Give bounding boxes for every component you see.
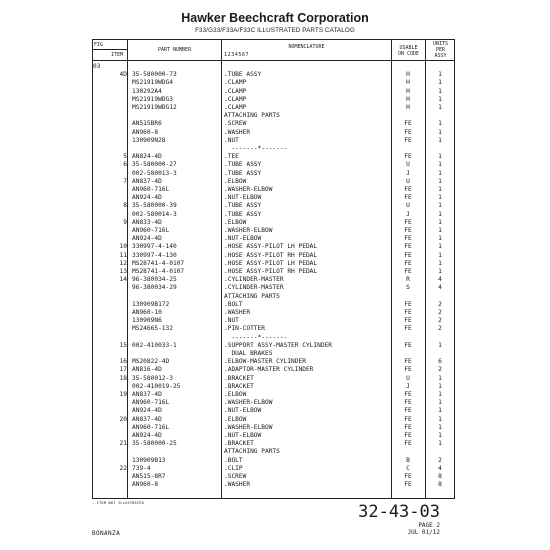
nomenclature: .CLIP <box>224 464 243 472</box>
nomenclature: .ELBOW <box>224 177 247 185</box>
units-per-assy: 2 <box>438 300 442 308</box>
item-number: 7 <box>123 177 127 185</box>
part-number: 002-410033-1 <box>132 341 177 349</box>
usable-on-code: FE <box>404 440 412 448</box>
part-number: MS28741-4-0107 <box>132 268 185 275</box>
usable-on-code: H <box>406 79 410 87</box>
part-number: 739-4 <box>132 464 151 472</box>
units-per-assy: 1 <box>438 128 442 136</box>
part-number: 130909B172 <box>132 300 170 308</box>
usable-on-code: FE <box>404 300 412 308</box>
item-number: 19 <box>119 391 127 398</box>
units-per-assy: 1 <box>438 227 442 234</box>
usable-on-code: FE <box>404 407 412 415</box>
item-number: 18 <box>119 374 127 382</box>
nomenclature: .HOSE ASSY-PILOT LH PEDAL <box>224 259 318 267</box>
units-per-assy: 1 <box>438 440 442 448</box>
usable-on-code: R <box>406 276 410 284</box>
usable-on-code: H <box>406 71 410 79</box>
nomenclature: .ELBOW <box>224 415 247 423</box>
part-number: AN837-4D <box>132 177 162 185</box>
nomenclature: .HOSE ASSY-PILOT RH PEDAL <box>224 251 318 259</box>
usable-on-code: U <box>406 161 410 169</box>
item-number: 9 <box>123 218 127 226</box>
usable-on-code: FE <box>404 399 412 407</box>
usable-on-code: FE <box>404 136 412 144</box>
column-header-units-per-assy <box>426 41 455 59</box>
units-per-assy: 1 <box>438 87 442 95</box>
part-number: 35-580000-27 <box>132 161 177 169</box>
usable-label-line2: ON CODE <box>397 51 420 57</box>
usable-on-code: FE <box>404 317 412 325</box>
item-number: 22 <box>119 464 127 472</box>
item-number: 4D <box>119 71 127 79</box>
part-number: MS21919WDG4 <box>132 79 173 87</box>
part-number: AN960-716L <box>132 186 170 193</box>
revision-date: JUL 01/12 <box>407 529 440 536</box>
part-number: 130909N6 <box>132 317 162 325</box>
usable-on-code: FE <box>404 415 412 423</box>
item-number: 6 <box>123 161 127 169</box>
units-per-assy: 6 <box>438 358 442 366</box>
units-per-assy: 4 <box>438 464 442 472</box>
part-number: AN924-4D <box>132 432 162 439</box>
units-per-assy: 8 <box>438 481 442 489</box>
nomenclature: .CYLINDER-MASTER <box>224 276 284 284</box>
nomenclature: .CLAMP <box>224 95 247 103</box>
units-per-assy: 2 <box>438 366 442 374</box>
usable-on-code: U <box>406 374 410 382</box>
item-number: 17 <box>119 366 127 374</box>
nomenclature: .WASHER-ELBOW <box>224 227 273 234</box>
units-per-assy: 1 <box>438 218 442 226</box>
nomenclature: .NUT-ELBOW <box>224 432 262 439</box>
units-per-assy: 1 <box>438 341 442 349</box>
nomenclature: .SUPPORT ASSY-MASTER CYLINDER <box>224 341 333 349</box>
usable-on-code: U <box>406 177 410 185</box>
usable-on-code: FE <box>404 128 412 136</box>
units-label-line3: ASSY <box>434 53 447 59</box>
item-number: 8 <box>123 202 127 210</box>
nomenclature: .WASHER-ELBOW <box>224 186 273 193</box>
part-number: 002-580014-3 <box>132 210 177 218</box>
column-divider <box>221 39 222 499</box>
units-label-line2: PER <box>435 47 446 53</box>
part-number: 002-580013-3 <box>132 169 177 177</box>
usable-on-code: FE <box>404 366 412 374</box>
part-number: 330997-4-140 <box>132 243 177 251</box>
usable-label-line1: USABLE <box>399 45 418 51</box>
item-number: 10 <box>119 243 127 251</box>
part-number: 96-380034-29 <box>132 284 177 292</box>
part-number: MS21919WDG12 <box>132 104 177 111</box>
units-per-assy: 1 <box>438 202 442 210</box>
units-per-assy: 1 <box>438 136 442 144</box>
nomenclature: .CLAMP <box>224 79 247 87</box>
item-number: 15 <box>119 341 127 349</box>
units-per-assy: 1 <box>438 194 442 202</box>
usable-on-code: H <box>406 95 410 103</box>
units-label-line1: UNITS <box>432 41 449 47</box>
nomenclature: .PIN-COTTER <box>224 325 265 333</box>
part-number: 130909N28 <box>132 136 166 144</box>
nomenclature: .WASHER <box>224 128 251 136</box>
item-number: 14 <box>119 276 127 284</box>
part-number: AN924-4D <box>132 194 162 202</box>
header-divider <box>92 60 455 61</box>
catalog-header-title: Hawker Beechcraft Corporation <box>181 11 369 25</box>
usable-on-code: FE <box>404 243 412 251</box>
part-number: MS21919WDG3 <box>132 95 173 103</box>
fig-item-divider <box>92 49 127 50</box>
nomenclature: .SCREW <box>224 473 247 480</box>
page-number: PAGE 2 <box>418 522 440 529</box>
units-per-assy: 1 <box>438 432 442 439</box>
part-number: 130909B13 <box>132 456 166 464</box>
fig-cell: 03 <box>93 63 101 70</box>
nomenclature: .NUT-ELBOW <box>224 407 262 415</box>
units-per-assy: 4 <box>438 284 442 292</box>
usable-on-code: C <box>406 464 410 472</box>
nomenclature: .SCREW <box>224 120 247 128</box>
usable-on-code: FE <box>404 227 412 234</box>
part-number: 35-580000-73 <box>132 71 177 79</box>
units-per-assy: 1 <box>438 210 442 218</box>
part-number: 330997-4-130 <box>132 251 177 259</box>
nomenclature: .TUBE ASSY <box>224 210 262 218</box>
units-per-assy: 1 <box>438 251 442 259</box>
usable-on-code: H <box>406 87 410 95</box>
usable-on-code: FE <box>404 325 412 333</box>
nomenclature: .NUT-ELBOW <box>224 235 262 243</box>
part-number: AN833-4D <box>132 218 162 226</box>
units-per-assy: 1 <box>438 177 442 185</box>
units-per-assy: 1 <box>438 95 442 103</box>
units-per-assy: 8 <box>438 473 442 480</box>
units-per-assy: 1 <box>438 407 442 415</box>
nomenclature: .HOSE ASSY-PILOT RH PEDAL <box>224 268 318 275</box>
part-number: 35-580012-3 <box>132 374 173 382</box>
usable-on-code: FE <box>404 481 412 489</box>
item-number: 13 <box>119 268 127 275</box>
units-per-assy: 2 <box>438 456 442 464</box>
part-number: AN816-4D <box>132 366 162 374</box>
usable-on-code: FE <box>404 120 412 128</box>
units-per-assy: 2 <box>438 317 442 325</box>
units-per-assy: 1 <box>438 120 442 128</box>
nomenclature: .CLAMP <box>224 87 247 95</box>
item-number: 12 <box>119 259 127 267</box>
catalog-header-subtitle: F33/G33/F33A/F33C ILLUSTRATED PARTS CATALOG <box>195 27 355 34</box>
nomenclature: .NUT <box>224 317 239 325</box>
nomenclature: .WASHER-ELBOW <box>224 399 273 407</box>
usable-on-code: FE <box>404 358 412 366</box>
nomenclature: .CLAMP <box>224 104 247 111</box>
nomenclature: -------*------- <box>224 333 288 341</box>
nomenclature: .ELBOW <box>224 391 247 398</box>
part-number: AN960-8 <box>132 128 159 136</box>
nomenclature: .TEE <box>224 153 239 161</box>
nomenclature: .TUBE ASSY <box>224 169 262 177</box>
aircraft-model: BONANZA <box>92 530 121 537</box>
part-number: AN837-4D <box>132 391 162 398</box>
part-number: AN824-4D <box>132 153 162 161</box>
nomenclature: .BRACKET <box>224 440 254 448</box>
units-per-assy: 1 <box>438 391 442 398</box>
nomenclature: ATTACHING PARTS <box>224 448 280 456</box>
units-per-assy: 1 <box>438 161 442 169</box>
part-number: MS20822-4D <box>132 358 170 366</box>
nomenclature: .HOSE ASSY-PILOT LH PEDAL <box>224 243 318 251</box>
nomenclature: .TUBE ASSY <box>224 71 262 79</box>
nomenclature: -------*------- <box>224 145 288 152</box>
column-header-fig: FIG <box>94 42 104 48</box>
usable-on-code: J <box>406 169 410 177</box>
usable-on-code: FE <box>404 423 412 431</box>
item-number: 20 <box>119 415 127 423</box>
units-per-assy: 1 <box>438 169 442 177</box>
nomenclature: .NUT-ELBOW <box>224 194 262 202</box>
nomenclature: .WASHER <box>224 481 251 489</box>
units-per-assy: 1 <box>438 259 442 267</box>
part-number: AN960-716L <box>132 399 170 407</box>
part-number: 002-410019-25 <box>132 382 181 390</box>
item-number: 11 <box>119 251 127 259</box>
nomenclature: .TUBE ASSY <box>224 161 262 169</box>
usable-on-code: FE <box>404 153 412 161</box>
page-code: 32-43-03 <box>358 502 440 522</box>
column-header-nomenclature: NOMENCLATURE <box>288 44 325 50</box>
nomenclature: .WASHER-ELBOW <box>224 423 273 431</box>
units-per-assy: 1 <box>438 399 442 407</box>
usable-on-code: J <box>406 382 410 390</box>
units-per-assy: 1 <box>438 104 442 111</box>
units-per-assy: 2 <box>438 309 442 316</box>
nomenclature: .TUBE ASSY <box>224 202 262 210</box>
part-number: AN960-8 <box>132 481 159 489</box>
part-number: AN837-4D <box>132 415 162 423</box>
nomenclature: .ELBOW-MASTER CYLINDER <box>224 358 306 366</box>
nomenclature: .CYLINDER-MASTER <box>224 284 284 292</box>
usable-on-code: J <box>406 210 410 218</box>
usable-on-code: FE <box>404 432 412 439</box>
part-number: AN960-10 <box>132 309 162 316</box>
usable-on-code: S <box>406 284 410 292</box>
nomenclature: ATTACHING PARTS <box>224 292 280 300</box>
usable-on-code: FE <box>404 259 412 267</box>
nomenclature: .BRACKET <box>224 374 254 382</box>
nomenclature: .BOLT <box>224 300 243 308</box>
nomenclature: .NUT <box>224 136 239 144</box>
units-per-assy: 1 <box>438 374 442 382</box>
nomenclature: .ADAPTOR-MASTER CYLINDER <box>224 366 314 374</box>
nomenclature: ATTACHING PARTS <box>224 112 280 120</box>
usable-on-code: FE <box>404 194 412 202</box>
part-number: AN924-4D <box>132 407 162 415</box>
usable-on-code: FE <box>404 186 412 193</box>
usable-on-code: U <box>406 202 410 210</box>
units-per-assy: 1 <box>438 243 442 251</box>
part-number: MS24665-132 <box>132 325 173 333</box>
nomenclature-indent-scale: 1234567 <box>224 52 250 58</box>
nomenclature: .BOLT <box>224 456 243 464</box>
part-number: MS28741-4-0107 <box>132 259 185 267</box>
usable-on-code: FE <box>404 341 412 349</box>
nomenclature: DUAL BRAKES <box>224 350 273 357</box>
part-number: AN924-4D <box>132 235 162 243</box>
units-per-assy: 4 <box>438 276 442 284</box>
units-per-assy: 1 <box>438 153 442 161</box>
usable-on-code: FE <box>404 473 412 480</box>
units-per-assy: 1 <box>438 382 442 390</box>
part-number: AN960-716L <box>132 423 170 431</box>
column-header-usable-on-code <box>392 45 425 57</box>
item-number: 21 <box>119 440 127 448</box>
part-number: AN515-8R7 <box>132 473 166 480</box>
part-number: 35-580000-25 <box>132 440 177 448</box>
units-per-assy: 1 <box>438 235 442 243</box>
footnote: - ITEM NOT ILLUSTRATED <box>92 501 144 505</box>
units-per-assy: 2 <box>438 325 442 333</box>
part-number: 130292A4 <box>132 87 162 95</box>
units-per-assy: 1 <box>438 268 442 275</box>
part-number: AN960-716L <box>132 227 170 234</box>
units-per-assy: 1 <box>438 415 442 423</box>
nomenclature: .BRACKET <box>224 382 254 390</box>
part-number: 96-380034-25 <box>132 276 177 284</box>
units-per-assy: 1 <box>438 423 442 431</box>
part-number: 35-580000-39 <box>132 202 177 210</box>
nomenclature: .WASHER <box>224 309 251 316</box>
usable-on-code: FE <box>404 251 412 259</box>
item-number: 16 <box>119 358 127 366</box>
usable-on-code: FE <box>404 309 412 316</box>
usable-on-code: FE <box>404 235 412 243</box>
item-number: 5 <box>123 153 127 161</box>
usable-on-code: H <box>406 104 410 111</box>
units-per-assy: 1 <box>438 71 442 79</box>
usable-on-code: FE <box>404 391 412 398</box>
nomenclature: .ELBOW <box>224 218 247 226</box>
usable-on-code: B <box>406 456 410 464</box>
part-number: AN515BR6 <box>132 120 162 128</box>
units-per-assy: 1 <box>438 186 442 193</box>
usable-on-code: FE <box>404 218 412 226</box>
units-per-assy: 1 <box>438 79 442 87</box>
column-header-item: ITEM <box>110 52 124 58</box>
column-header-part-number: PART NUMBER <box>157 47 192 53</box>
usable-on-code: FE <box>404 268 412 275</box>
column-divider <box>127 39 128 499</box>
